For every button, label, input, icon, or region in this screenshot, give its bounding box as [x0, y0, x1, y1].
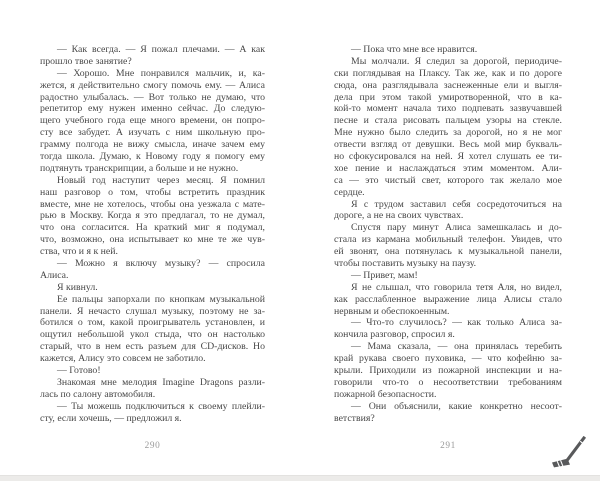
text-line: Ее пальцы запорхали по кнопкам музыкальной: [57, 293, 265, 305]
text-line: ства, что и я к ней.: [40, 246, 118, 258]
text-line: грамму полгода не вижу смысла, иначе зачем ему: [40, 139, 265, 151]
text-line: прошло твое занятие?: [40, 55, 132, 67]
text-line: Я кивнул.: [57, 281, 98, 293]
text-line: — Как всегда. — Я пожал плечами. — А как: [57, 44, 265, 55]
text-line: сту, если хочешь, — предложил я.: [40, 412, 182, 424]
bottom-edge-bar: [0, 475, 600, 481]
text-line: хое пение и наслаждаться этим моментом. Али-: [334, 162, 562, 174]
text-line: подтянуть транскрипции, а больше и не нужно.: [40, 162, 239, 174]
text-line: рью в Москву. Когда я это предлагал, то не думал,: [40, 210, 265, 222]
text-line: наш разговор о том, чтобы встретить праздник: [40, 186, 265, 198]
text-line: са — это чистый свет, которого так желало мое: [334, 174, 562, 186]
text-line: Новый год наступит через месяц. Я помнил: [57, 174, 265, 186]
text-line: жется, я действительно смогу помочь ему. — Алиса: [40, 79, 265, 91]
text-line: пожарной безопасности.: [334, 388, 437, 400]
text-line: Алиса.: [40, 269, 69, 281]
text-line: что она согласится. На краткий миг я подумал,: [40, 222, 265, 234]
page-number-left: 290: [144, 441, 161, 451]
text-line: ей звонят, она потянулась к музыкальной панели,: [334, 246, 562, 258]
text-line: — Ты можешь подключиться к своему плейли-: [57, 400, 265, 412]
text-line: вместе, мне не хотелось, чтобы она уезжала с мате-: [40, 198, 265, 210]
text-line: щего учебного года еще много времени, он попро-: [40, 115, 265, 127]
text-line: кончила разговор, спросил я.: [334, 329, 455, 341]
text-line: стала из кармана мобильный телефон. Увидев, что: [334, 234, 562, 246]
text-line: кажется, Алису это совсем не заботило.: [40, 353, 206, 365]
text-line: Я с трудом заставил себя сосредоточиться на: [351, 198, 562, 210]
text-line: но сфокусировался на ней. Я хотел слушать ее ти-: [334, 151, 562, 163]
text-line: отвести взгляд от девушки. Весь мой мир букваль-: [334, 139, 562, 151]
text-line: старый, что в нем есть разъем для CD-дисков. Но: [40, 341, 265, 353]
text-line: — Готово!: [57, 365, 101, 377]
text-line: ски поглядывая на Плаксу. Так же, как и по дороге: [334, 67, 562, 79]
text-line: что, возможно, она испытывает ко мне те же чув-: [40, 234, 265, 246]
text-line: Мы молчали. Я следил за дорогой, периодиче-: [351, 55, 562, 67]
text-line: говорили что-то о несоответствии требованиям: [334, 376, 562, 388]
text-line: радостно улыбалась. — Вот только не думаю, что: [40, 91, 265, 103]
text-line: — Пока что мне все нравится.: [351, 44, 478, 55]
book-page-left: [40, 44, 265, 425]
text-line: Я не слышал, что говорила тетя Аля, но видел,: [351, 281, 562, 293]
text-line: лась по салону автомобиля.: [40, 388, 156, 400]
text-line: — Они объяснили, какие конкретно несоот-: [351, 400, 562, 412]
text-line: Спустя пару минут Алиса замешкалась и до-: [351, 222, 562, 234]
text-line: — Хорошо. Мне понравился мальчик, и, ка-: [57, 67, 265, 79]
text-line: Мне нужно было следить за дорогой, но я не мог: [334, 127, 562, 139]
text-line: сту все забудет. А изучать с ним школьную про-: [40, 127, 265, 139]
text-line: репетитор ему нужен именно сейчас. До следую-: [40, 103, 265, 115]
text-line: крыли. Приходили из пожарной инспекции и на-: [334, 365, 562, 377]
text-line: сердце.: [334, 186, 365, 198]
text-line: ботился о том, какой проигрыватель установлен, и: [40, 317, 265, 329]
text-line: — Что-то случилось? — как только Алиса за-: [351, 317, 562, 329]
text-line: — Привет, мам!: [351, 269, 418, 281]
text-line: кой-то момент начала тихо подпевать зазвучавшей: [334, 103, 562, 115]
text-line: тогда школа. Думаю, к Новому году я помогу ему: [40, 151, 265, 163]
text-line: песне и стала рисовать пальцем узоры на стекле.: [334, 115, 562, 127]
text-line: — Мама сказала, — она принялась теребить: [351, 341, 562, 353]
text-line: — Можно я включу музыку? — спросила: [57, 258, 265, 270]
text-line: сюда, она разглядывала заснеженные ели и выгля-: [334, 79, 562, 91]
page-number-right: 291: [440, 441, 456, 451]
text-line: ветствия?: [334, 412, 375, 424]
book-page-right: [334, 44, 562, 425]
text-line: край рукава своего пуховика, — что кофейню за-: [334, 353, 562, 365]
text-line: чтобы поставить музыку на паузу.: [334, 258, 477, 270]
text-line: Знакомая мне мелодия Imagine Dragons разли-: [57, 376, 265, 388]
text-line: дела при этом такой умиротворенной, что в ка-: [334, 91, 562, 103]
hockey-stick-icon: [551, 436, 587, 469]
text-line: панели. Я нечасто слушал музыку, поэтому не за-: [40, 305, 265, 317]
text-line: как расслабленное выражение лица Алисы стало: [334, 293, 562, 305]
text-line: дороге, а не на своих чувствах.: [334, 210, 464, 222]
text-line: нервным и обеспокоенным.: [334, 305, 450, 317]
text-line: ощутил небольшой укол стыда, что он настолько: [40, 329, 265, 341]
